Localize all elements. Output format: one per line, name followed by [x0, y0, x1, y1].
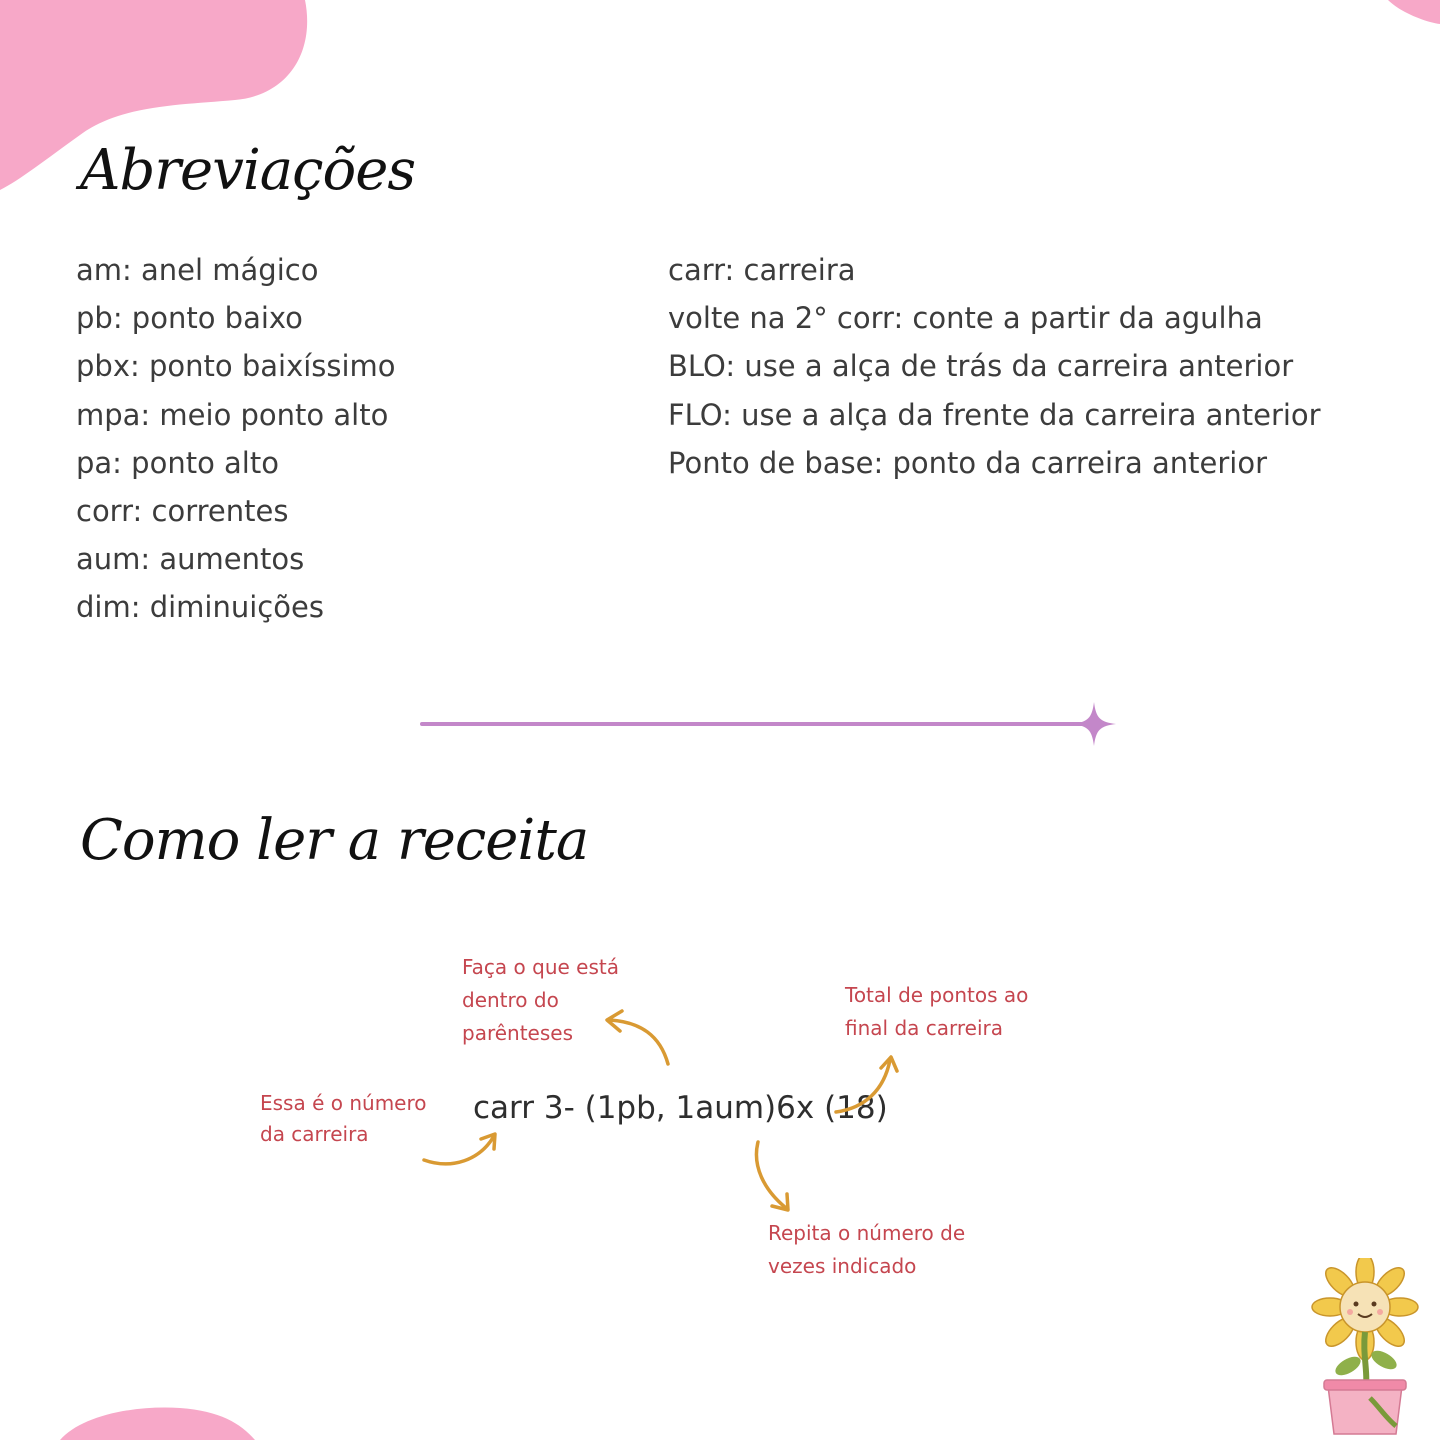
abbreviation-item: BLO: use a alça de trás da carreira anterior: [668, 349, 1294, 384]
annotation-line: Total de pontos ao: [845, 983, 1029, 1007]
curved-arrow-icon: [836, 1057, 897, 1112]
curved-arrow-icon: [756, 1142, 788, 1210]
section-title-como-ler: Como ler a receita: [80, 808, 589, 873]
abbreviation-item: carr: carreira: [668, 253, 856, 287]
abbreviation-item: am: anel mágico: [76, 253, 319, 287]
annotation-line: Faça o que está: [462, 955, 619, 979]
annotation-line: parênteses: [462, 1021, 574, 1045]
abbreviation-item: FLO: use a alça da frente da carreira anterior: [668, 397, 1321, 432]
abbreviation-item: corr: correntes: [76, 494, 289, 529]
abbreviation-item: mpa: meio ponto alto: [76, 397, 389, 432]
annotation-line: final da carreira: [845, 1016, 1003, 1040]
curved-arrow-icon: [424, 1134, 495, 1164]
abbreviation-item: pbx: ponto baixíssimo: [76, 349, 396, 384]
abbreviation-item: volte na 2° corr: conte a partir da agulha: [668, 301, 1263, 336]
annotation-line: dentro do: [462, 988, 559, 1012]
annotation-line: vezes indicado: [768, 1254, 917, 1278]
abbreviation-item: dim: diminuições: [76, 590, 324, 625]
abbreviation-item: pb: ponto baixo: [76, 301, 303, 336]
curved-arrow-icon: [607, 1011, 668, 1064]
annotation-line: Essa é o número: [260, 1091, 427, 1115]
example-recipe-line: carr 3- (1pb, 1aum)6x (18): [473, 1090, 888, 1126]
annotation-line: da carreira: [260, 1122, 369, 1146]
section-title-abreviacoes: Abreviações: [80, 138, 416, 203]
annotation-line: Repita o número de: [768, 1221, 966, 1245]
abbreviation-item: pa: ponto alto: [76, 445, 279, 480]
abbreviation-item: Ponto de base: ponto da carreira anterior: [668, 445, 1267, 480]
sunflower-in-pot-icon: [1300, 1258, 1430, 1438]
abbreviation-item: aum: aumentos: [76, 542, 305, 577]
